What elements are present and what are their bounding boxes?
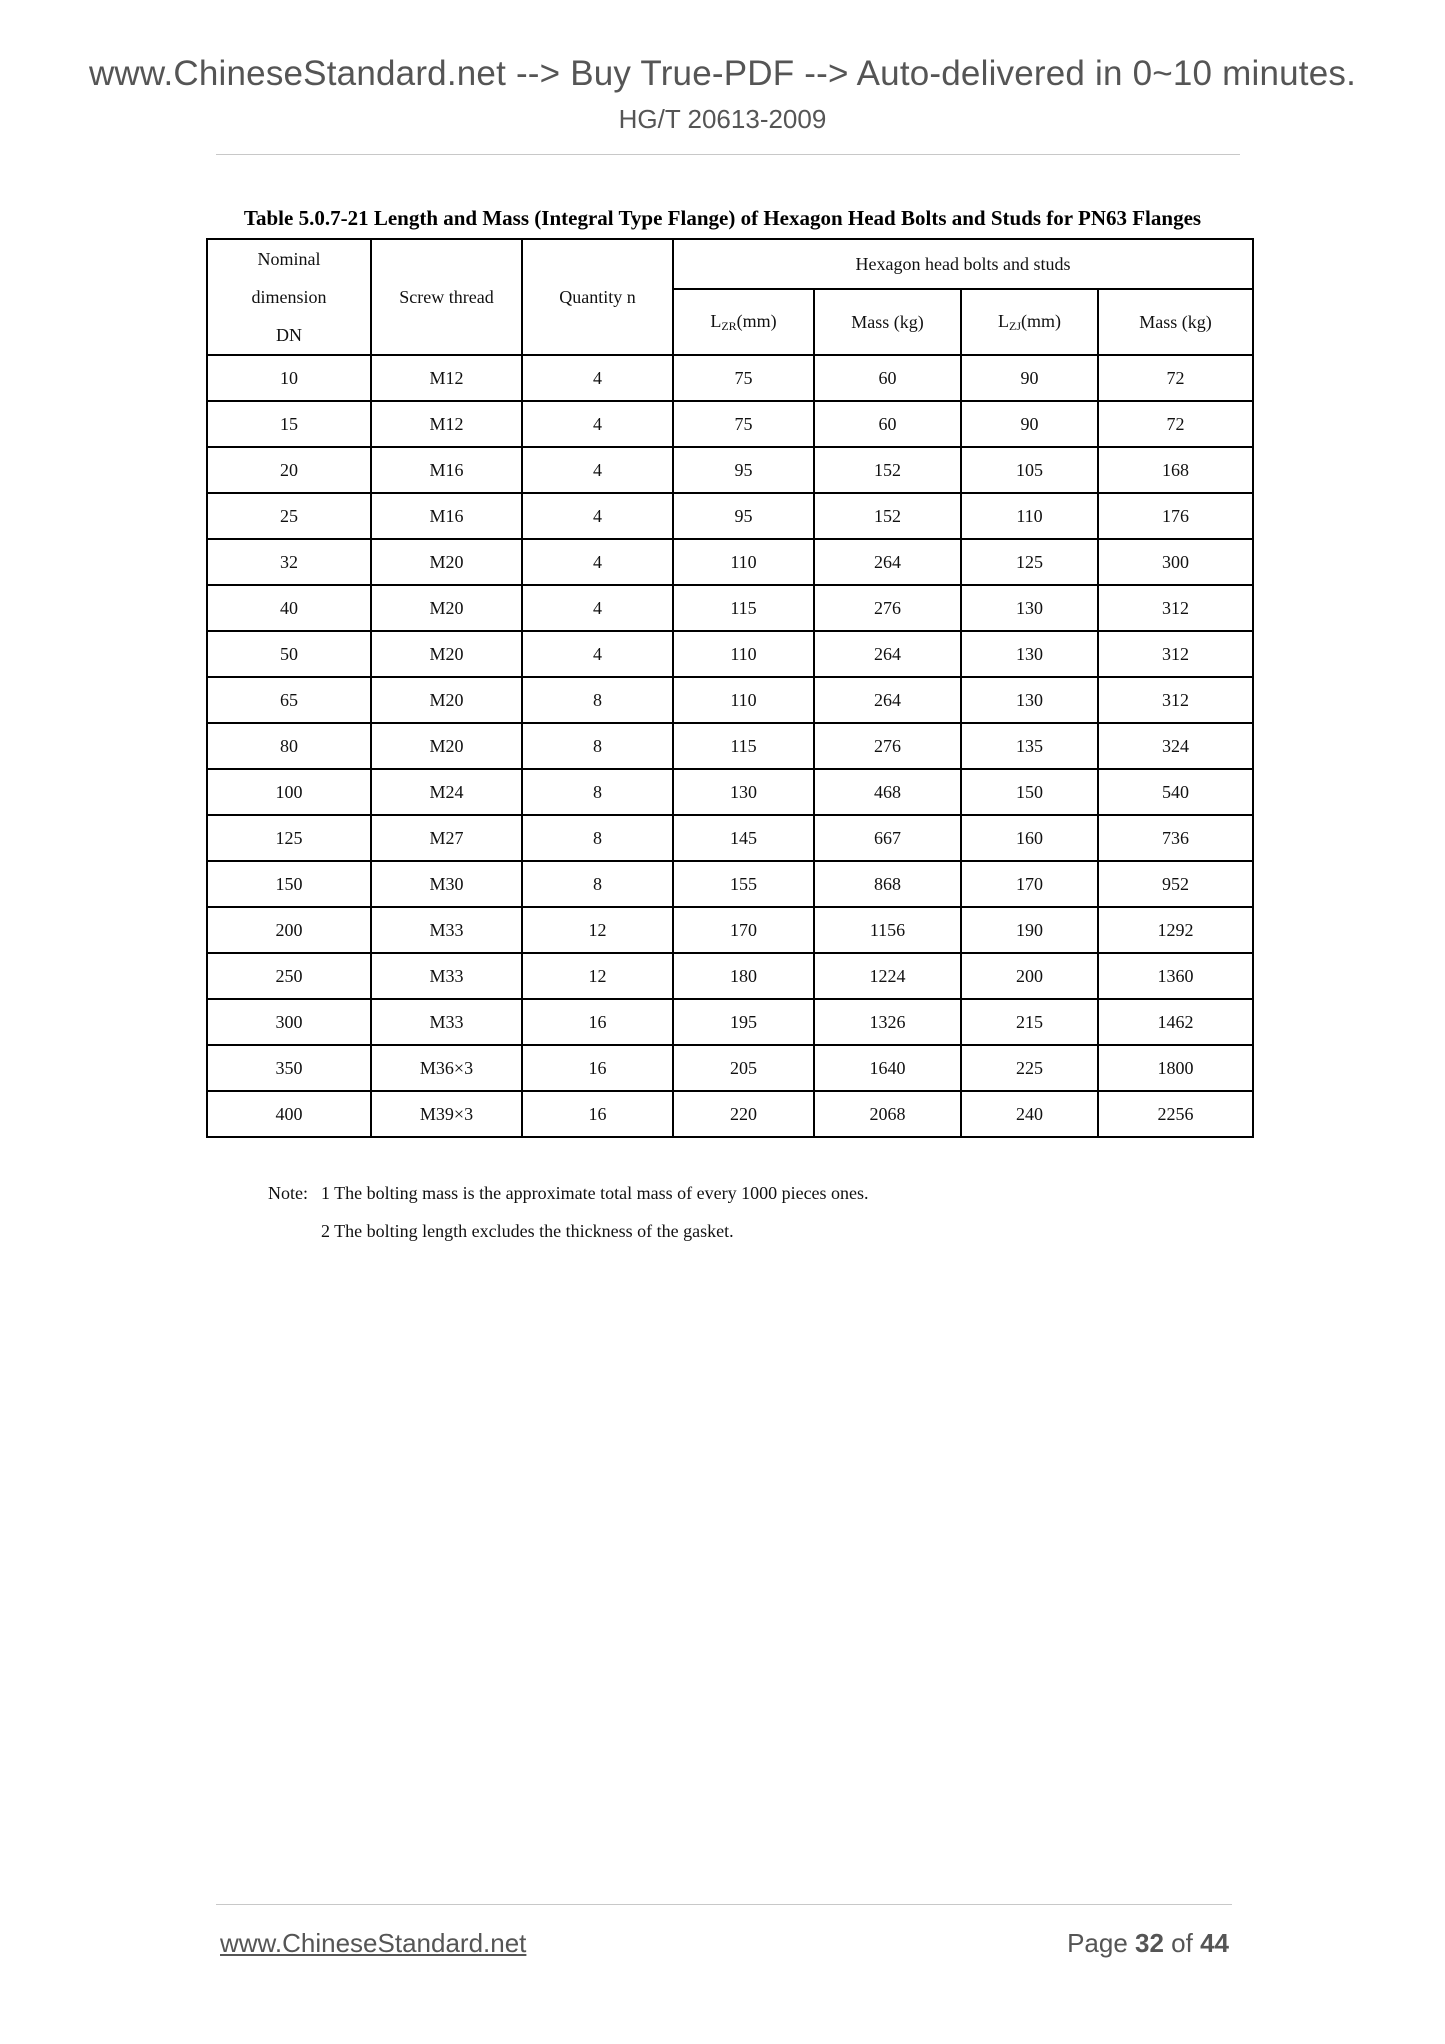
cell-mass-2: 1462 — [1098, 999, 1253, 1045]
cell-lzr: 115 — [673, 723, 814, 769]
cell-lzr: 180 — [673, 953, 814, 999]
cell-lzj: 150 — [961, 769, 1098, 815]
cell-screw-thread: M12 — [371, 355, 522, 401]
cell-mass-1: 868 — [814, 861, 961, 907]
cell-lzj: 240 — [961, 1091, 1098, 1137]
header-lzr-unit: (mm) — [736, 310, 777, 331]
cell-lzr: 130 — [673, 769, 814, 815]
cell-quantity: 16 — [522, 1045, 673, 1091]
cell-quantity: 12 — [522, 953, 673, 999]
cell-mass-2: 176 — [1098, 493, 1253, 539]
cell-lzr: 205 — [673, 1045, 814, 1091]
cell-mass-1: 1326 — [814, 999, 961, 1045]
table-row — [207, 1045, 1253, 1091]
cell-lzj: 130 — [961, 631, 1098, 677]
cell-quantity: 4 — [522, 631, 673, 677]
cell-lzr: 110 — [673, 631, 814, 677]
page-total: 44 — [1200, 1928, 1229, 1958]
cell-lzr: 195 — [673, 999, 814, 1045]
cell-mass-2: 1800 — [1098, 1045, 1253, 1091]
cell-lzr: 110 — [673, 677, 814, 723]
header-nominal-line3: DN — [276, 325, 302, 345]
table-body — [207, 355, 1253, 1137]
cell-mass-2: 312 — [1098, 677, 1253, 723]
page-of: of — [1163, 1928, 1201, 1958]
header-lzj — [961, 289, 1098, 355]
table-row — [207, 953, 1253, 999]
table-row — [207, 723, 1253, 769]
cell-screw-thread: M16 — [371, 447, 522, 493]
cell-quantity: 4 — [522, 355, 673, 401]
cell-mass-2: 72 — [1098, 401, 1253, 447]
cell-lzr: 155 — [673, 861, 814, 907]
cell-screw-thread: M33 — [371, 953, 522, 999]
cell-dn: 350 — [207, 1045, 371, 1091]
cell-mass-1: 276 — [814, 585, 961, 631]
cell-screw-thread: M27 — [371, 815, 522, 861]
table-row — [207, 539, 1253, 585]
cell-lzj: 110 — [961, 493, 1098, 539]
header-lzj-unit: (mm) — [1021, 310, 1061, 331]
footer-divider — [216, 1904, 1232, 1905]
cell-screw-thread: M20 — [371, 539, 522, 585]
cell-dn: 400 — [207, 1091, 371, 1137]
table-caption: Table 5.0.7-21 Length and Mass (Integral Type Flange) of Hexagon Head Bolts and Studs for PN63 Flanges — [243, 206, 1202, 230]
table-row — [207, 631, 1253, 677]
cell-mass-1: 1640 — [814, 1045, 961, 1091]
note-2 — [268, 1212, 869, 1250]
cell-dn: 10 — [207, 355, 371, 401]
header-screw-thread: Screw thread — [371, 239, 522, 355]
cell-lzr: 170 — [673, 907, 814, 953]
cell-quantity: 8 — [522, 723, 673, 769]
cell-lzj: 200 — [961, 953, 1098, 999]
bolt-length-mass-table — [206, 238, 1254, 1138]
cell-lzr: 95 — [673, 447, 814, 493]
cell-mass-1: 152 — [814, 493, 961, 539]
cell-screw-thread: M36×3 — [371, 1045, 522, 1091]
cell-mass-2: 1292 — [1098, 907, 1253, 953]
table-row — [207, 355, 1253, 401]
table-row — [207, 907, 1253, 953]
cell-screw-thread: M24 — [371, 769, 522, 815]
cell-mass-2: 324 — [1098, 723, 1253, 769]
cell-screw-thread: M33 — [371, 999, 522, 1045]
cell-mass-2: 952 — [1098, 861, 1253, 907]
cell-dn: 20 — [207, 447, 371, 493]
table-row — [207, 447, 1253, 493]
cell-screw-thread: M20 — [371, 631, 522, 677]
cell-lzj: 160 — [961, 815, 1098, 861]
cell-mass-1: 264 — [814, 677, 961, 723]
cell-mass-2: 540 — [1098, 769, 1253, 815]
cell-quantity: 8 — [522, 861, 673, 907]
note-text: 1 The bolting mass is the approximate total mass of every 1000 pieces ones. — [321, 1183, 869, 1203]
cell-mass-2: 168 — [1098, 447, 1253, 493]
header-lzj-sub: ZJ — [1009, 318, 1021, 333]
header-lzr — [673, 289, 814, 355]
table-row — [207, 769, 1253, 815]
header-mass-1: Mass (kg) — [814, 289, 961, 355]
table-row — [207, 861, 1253, 907]
cell-lzj: 105 — [961, 447, 1098, 493]
cell-lzr: 115 — [673, 585, 814, 631]
cell-dn: 250 — [207, 953, 371, 999]
cell-mass-1: 667 — [814, 815, 961, 861]
cell-mass-2: 312 — [1098, 585, 1253, 631]
cell-lzj: 190 — [961, 907, 1098, 953]
cell-lzr: 220 — [673, 1091, 814, 1137]
cell-lzr: 95 — [673, 493, 814, 539]
cell-quantity: 16 — [522, 1091, 673, 1137]
cell-quantity: 16 — [522, 999, 673, 1045]
table-row — [207, 585, 1253, 631]
notes — [268, 1174, 869, 1250]
cell-dn: 50 — [207, 631, 371, 677]
header-lzr-sub: ZR — [721, 318, 737, 333]
cell-dn: 200 — [207, 907, 371, 953]
cell-dn: 150 — [207, 861, 371, 907]
header-nominal-line1: Nominal — [257, 249, 321, 269]
cell-lzj: 130 — [961, 585, 1098, 631]
cell-lzj: 130 — [961, 677, 1098, 723]
header-mass-2: Mass (kg) — [1098, 289, 1253, 355]
cell-mass-1: 60 — [814, 401, 961, 447]
cell-lzj: 135 — [961, 723, 1098, 769]
table-row — [207, 677, 1253, 723]
cell-screw-thread: M20 — [371, 677, 522, 723]
table-row — [207, 493, 1253, 539]
cell-dn: 125 — [207, 815, 371, 861]
header-banner: www.ChineseStandard.net --> Buy True-PDF --> Auto-delivered in 0~10 minutes. — [88, 54, 1357, 93]
cell-lzr: 75 — [673, 401, 814, 447]
cell-dn: 65 — [207, 677, 371, 723]
cell-quantity: 8 — [522, 677, 673, 723]
cell-mass-2: 1360 — [1098, 953, 1253, 999]
cell-mass-1: 152 — [814, 447, 961, 493]
cell-screw-thread: M20 — [371, 723, 522, 769]
header-divider — [216, 154, 1240, 155]
footer-site-link[interactable]: www.ChineseStandard.net — [220, 1928, 527, 1958]
cell-mass-2: 2256 — [1098, 1091, 1253, 1137]
cell-quantity: 4 — [522, 447, 673, 493]
table-row — [207, 999, 1253, 1045]
cell-mass-1: 468 — [814, 769, 961, 815]
note-1 — [268, 1174, 869, 1212]
cell-quantity: 8 — [522, 815, 673, 861]
cell-mass-1: 264 — [814, 539, 961, 585]
cell-mass-2: 300 — [1098, 539, 1253, 585]
standard-code: HG/T 20613-2009 — [618, 104, 827, 134]
cell-screw-thread: M16 — [371, 493, 522, 539]
cell-quantity: 12 — [522, 907, 673, 953]
cell-screw-thread: M33 — [371, 907, 522, 953]
cell-lzr: 75 — [673, 355, 814, 401]
header-group-hexagon: Hexagon head bolts and studs — [673, 239, 1253, 289]
cell-lzj: 225 — [961, 1045, 1098, 1091]
cell-mass-1: 60 — [814, 355, 961, 401]
cell-screw-thread: M12 — [371, 401, 522, 447]
table-row — [207, 815, 1253, 861]
cell-quantity: 8 — [522, 769, 673, 815]
header-nominal-line2: dimension — [251, 287, 327, 307]
header-lzr-main: L — [710, 310, 722, 331]
cell-dn: 100 — [207, 769, 371, 815]
note-label: Note: — [268, 1183, 308, 1203]
cell-quantity: 4 — [522, 493, 673, 539]
table-row — [207, 1091, 1253, 1137]
cell-quantity: 4 — [522, 585, 673, 631]
page-prefix: Page — [1067, 1928, 1136, 1958]
cell-dn: 15 — [207, 401, 371, 447]
cell-screw-thread: M30 — [371, 861, 522, 907]
cell-dn: 25 — [207, 493, 371, 539]
header-quantity: Quantity n — [522, 239, 673, 355]
cell-mass-1: 264 — [814, 631, 961, 677]
page-indicator — [1067, 1928, 1229, 1959]
cell-dn: 32 — [207, 539, 371, 585]
cell-lzj: 215 — [961, 999, 1098, 1045]
cell-dn: 40 — [207, 585, 371, 631]
cell-lzr: 110 — [673, 539, 814, 585]
table-row — [207, 401, 1253, 447]
cell-lzj: 170 — [961, 861, 1098, 907]
cell-mass-2: 72 — [1098, 355, 1253, 401]
cell-lzj: 125 — [961, 539, 1098, 585]
cell-lzj: 90 — [961, 401, 1098, 447]
cell-mass-1: 2068 — [814, 1091, 961, 1137]
cell-lzr: 145 — [673, 815, 814, 861]
header-lzj-main: L — [998, 310, 1009, 331]
cell-mass-1: 276 — [814, 723, 961, 769]
cell-mass-1: 1156 — [814, 907, 961, 953]
note-text: 2 The bolting length excludes the thickness of the gasket. — [321, 1221, 734, 1241]
cell-dn: 300 — [207, 999, 371, 1045]
cell-quantity: 4 — [522, 401, 673, 447]
header-nominal-dimension — [207, 239, 371, 355]
cell-screw-thread: M39×3 — [371, 1091, 522, 1137]
cell-screw-thread: M20 — [371, 585, 522, 631]
cell-dn: 80 — [207, 723, 371, 769]
page-current: 32 — [1135, 1928, 1164, 1958]
cell-mass-2: 736 — [1098, 815, 1253, 861]
cell-lzj: 90 — [961, 355, 1098, 401]
cell-mass-2: 312 — [1098, 631, 1253, 677]
cell-mass-1: 1224 — [814, 953, 961, 999]
cell-quantity: 4 — [522, 539, 673, 585]
